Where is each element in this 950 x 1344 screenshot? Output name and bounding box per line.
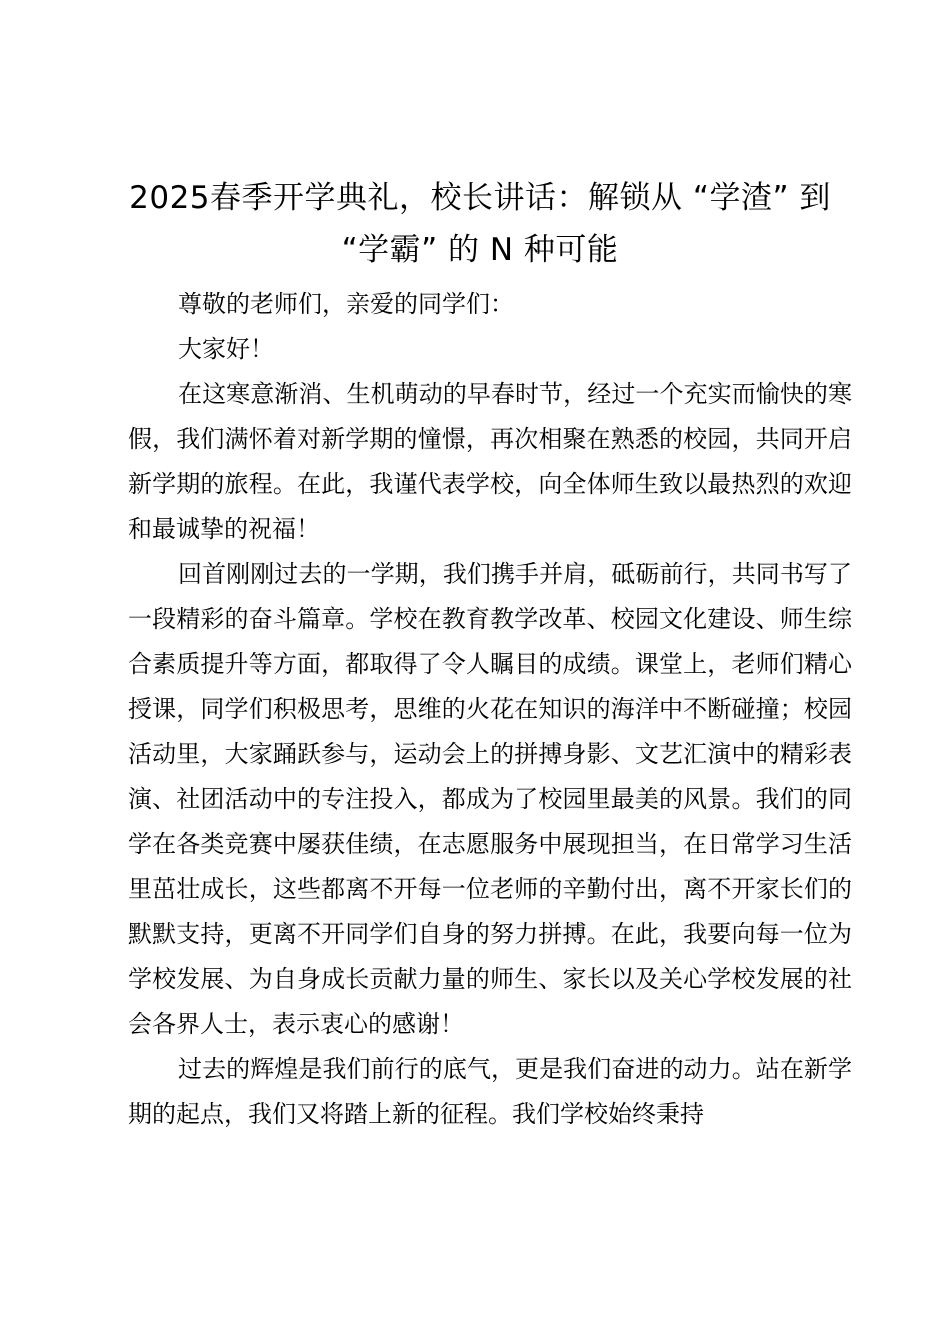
paragraph-welcome: 在这寒意渐消、生机萌动的早春时节，经过一个充实而愉快的寒假，我们满怀着对新学期的憧憬，再次相聚在熟悉的校园，共同开启新学期的旅程。在此，我谨代表学校，向全体师生致以最热烈的欢迎和最诚挚的祝福！ bbox=[128, 380, 852, 543]
document-body bbox=[128, 282, 852, 1137]
document-title: 2025春季开学典礼，校长讲话：解锁从 “学渣” 到 “学霸” 的 N 种可能 bbox=[129, 180, 831, 268]
paragraph-review: 回首刚刚过去的一学期，我们携手并肩，砥砺前行，共同书写了一段精彩的奋斗篇章。学校在教育教学改革、校园文化建设、师生综合素质提升等方面，都取得了令人瞩目的成绩。课堂上，老师们精心授课，同学们积极思考，思维的火花在知识的海洋中不断碰撞；校园活动里，大家踊跃参与，运动会上的拼搏身影、文艺汇演中的精彩表演、社团活动中的专注投入，都成为了校园里最美的风景。我们的同学在各类竞赛中屡获佳绩，在志愿服务中展现担当，在日常学习生活里茁壮成长，这些都离不开每一位老师的辛勤付出，离不开家长们的默默支持，更离不开同学们自身的努力拼搏。在此，我要向每一位为学校发展、为自身成长贡献力量的师生、家长以及关心学校发展的社会各界人士，表示衷心的感谢！ bbox=[128, 560, 852, 1038]
salutation-line: 大家好！ bbox=[178, 335, 274, 363]
paragraph-new-term: 过去的辉煌是我们前行的底气，更是我们奋进的动力。站在新学期的起点，我们又将踏上新的征程。我们学校始终秉持 bbox=[128, 1055, 852, 1128]
greeting-line: 尊敬的老师们，亲爱的同学们： bbox=[178, 290, 514, 318]
